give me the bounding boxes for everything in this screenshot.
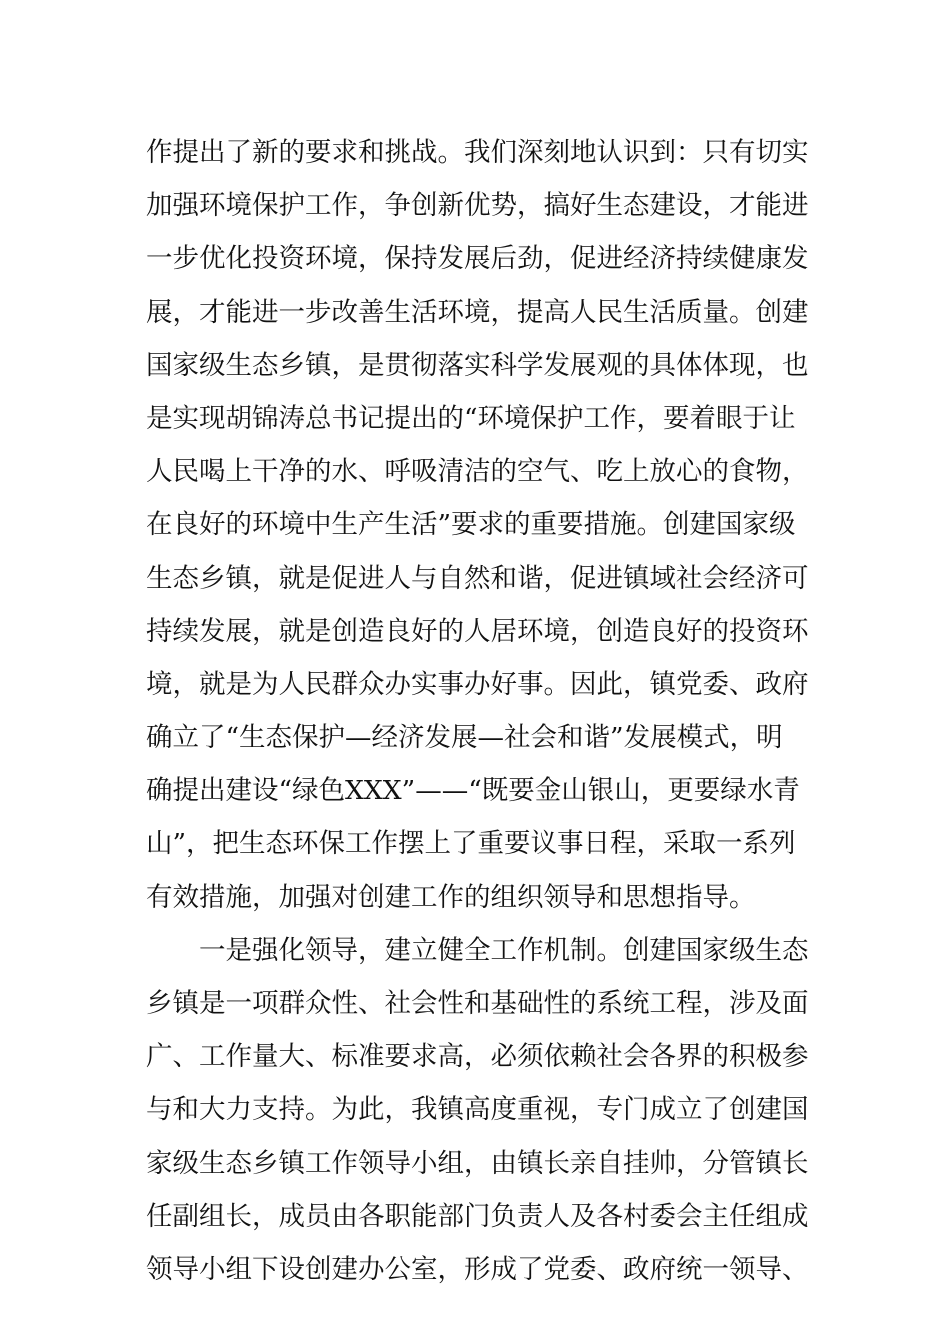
text-line: 是实现胡锦涛总书记提出的“环境保护工作，要着眼于让 <box>146 402 796 434</box>
text-line: 境，就是为人民群众办实事办好事。因此，镇党委、政府 <box>146 668 809 700</box>
text-line: 任副组长，成员由各职能部门负责人及各村委会主任组成 <box>146 1200 809 1232</box>
text-line: 确立了“生态保护—经济发展—社会和谐”发展模式，明 <box>146 722 783 754</box>
text-line: 乡镇是一项群众性、社会性和基础性的系统工程，涉及面 <box>146 988 809 1019</box>
body-text <box>146 126 816 1296</box>
text-line: 确提出建设“绿色XXX”——“既要金山银山，更要绿水青 <box>146 775 800 807</box>
text-line: 作提出了新的要求和挑战。我们深刻地认识到：只有切实 <box>146 137 809 168</box>
text-line: 国家级生态乡镇，是贯彻落实科学发展观的具体体现，也 <box>146 349 809 381</box>
text-line: 展，才能进一步改善生活环境，提高人民生活质量。创建 <box>146 296 809 328</box>
text-line: 生态乡镇，就是促进人与自然和谐，促进镇域社会经济可 <box>146 562 809 594</box>
text-line: 持续发展，就是创造良好的人居环境，创造良好的投资环 <box>146 615 809 647</box>
text-line: 山”，把生态环保工作摆上了重要议事日程，采取一系列 <box>146 828 796 860</box>
text-line: 家级生态乡镇工作领导小组，由镇长亲自挂帅，分管镇长 <box>146 1147 809 1179</box>
text-line: 一步优化投资环境，保持发展后劲，促进经济持续健康发 <box>146 243 809 275</box>
text-line: 加强环境保护工作，争创新优势，搞好生态建设，才能进 <box>146 190 809 222</box>
text-line: 有效措施，加强对创建工作的组织领导和思想指导。 <box>146 881 756 913</box>
text-line: 人民喝上干净的水、呼吸清洁的空气、吃上放心的食物， <box>146 456 809 488</box>
text-line: 领导小组下设创建办公室，形成了党委、政府统一领导、 <box>146 1253 809 1285</box>
paragraph-first-line: 一是强化领导，建立健全工作机制。创建国家级生态 <box>199 934 809 966</box>
text-line: 广、工作量大、标准要求高，必须依赖社会各界的积极参 <box>146 1041 809 1073</box>
text-line: 与和大力支持。为此，我镇高度重视，专门成立了创建国 <box>146 1094 809 1126</box>
text-line: 在良好的环境中生产生活”要求的重要措施。创建国家级 <box>146 509 796 541</box>
